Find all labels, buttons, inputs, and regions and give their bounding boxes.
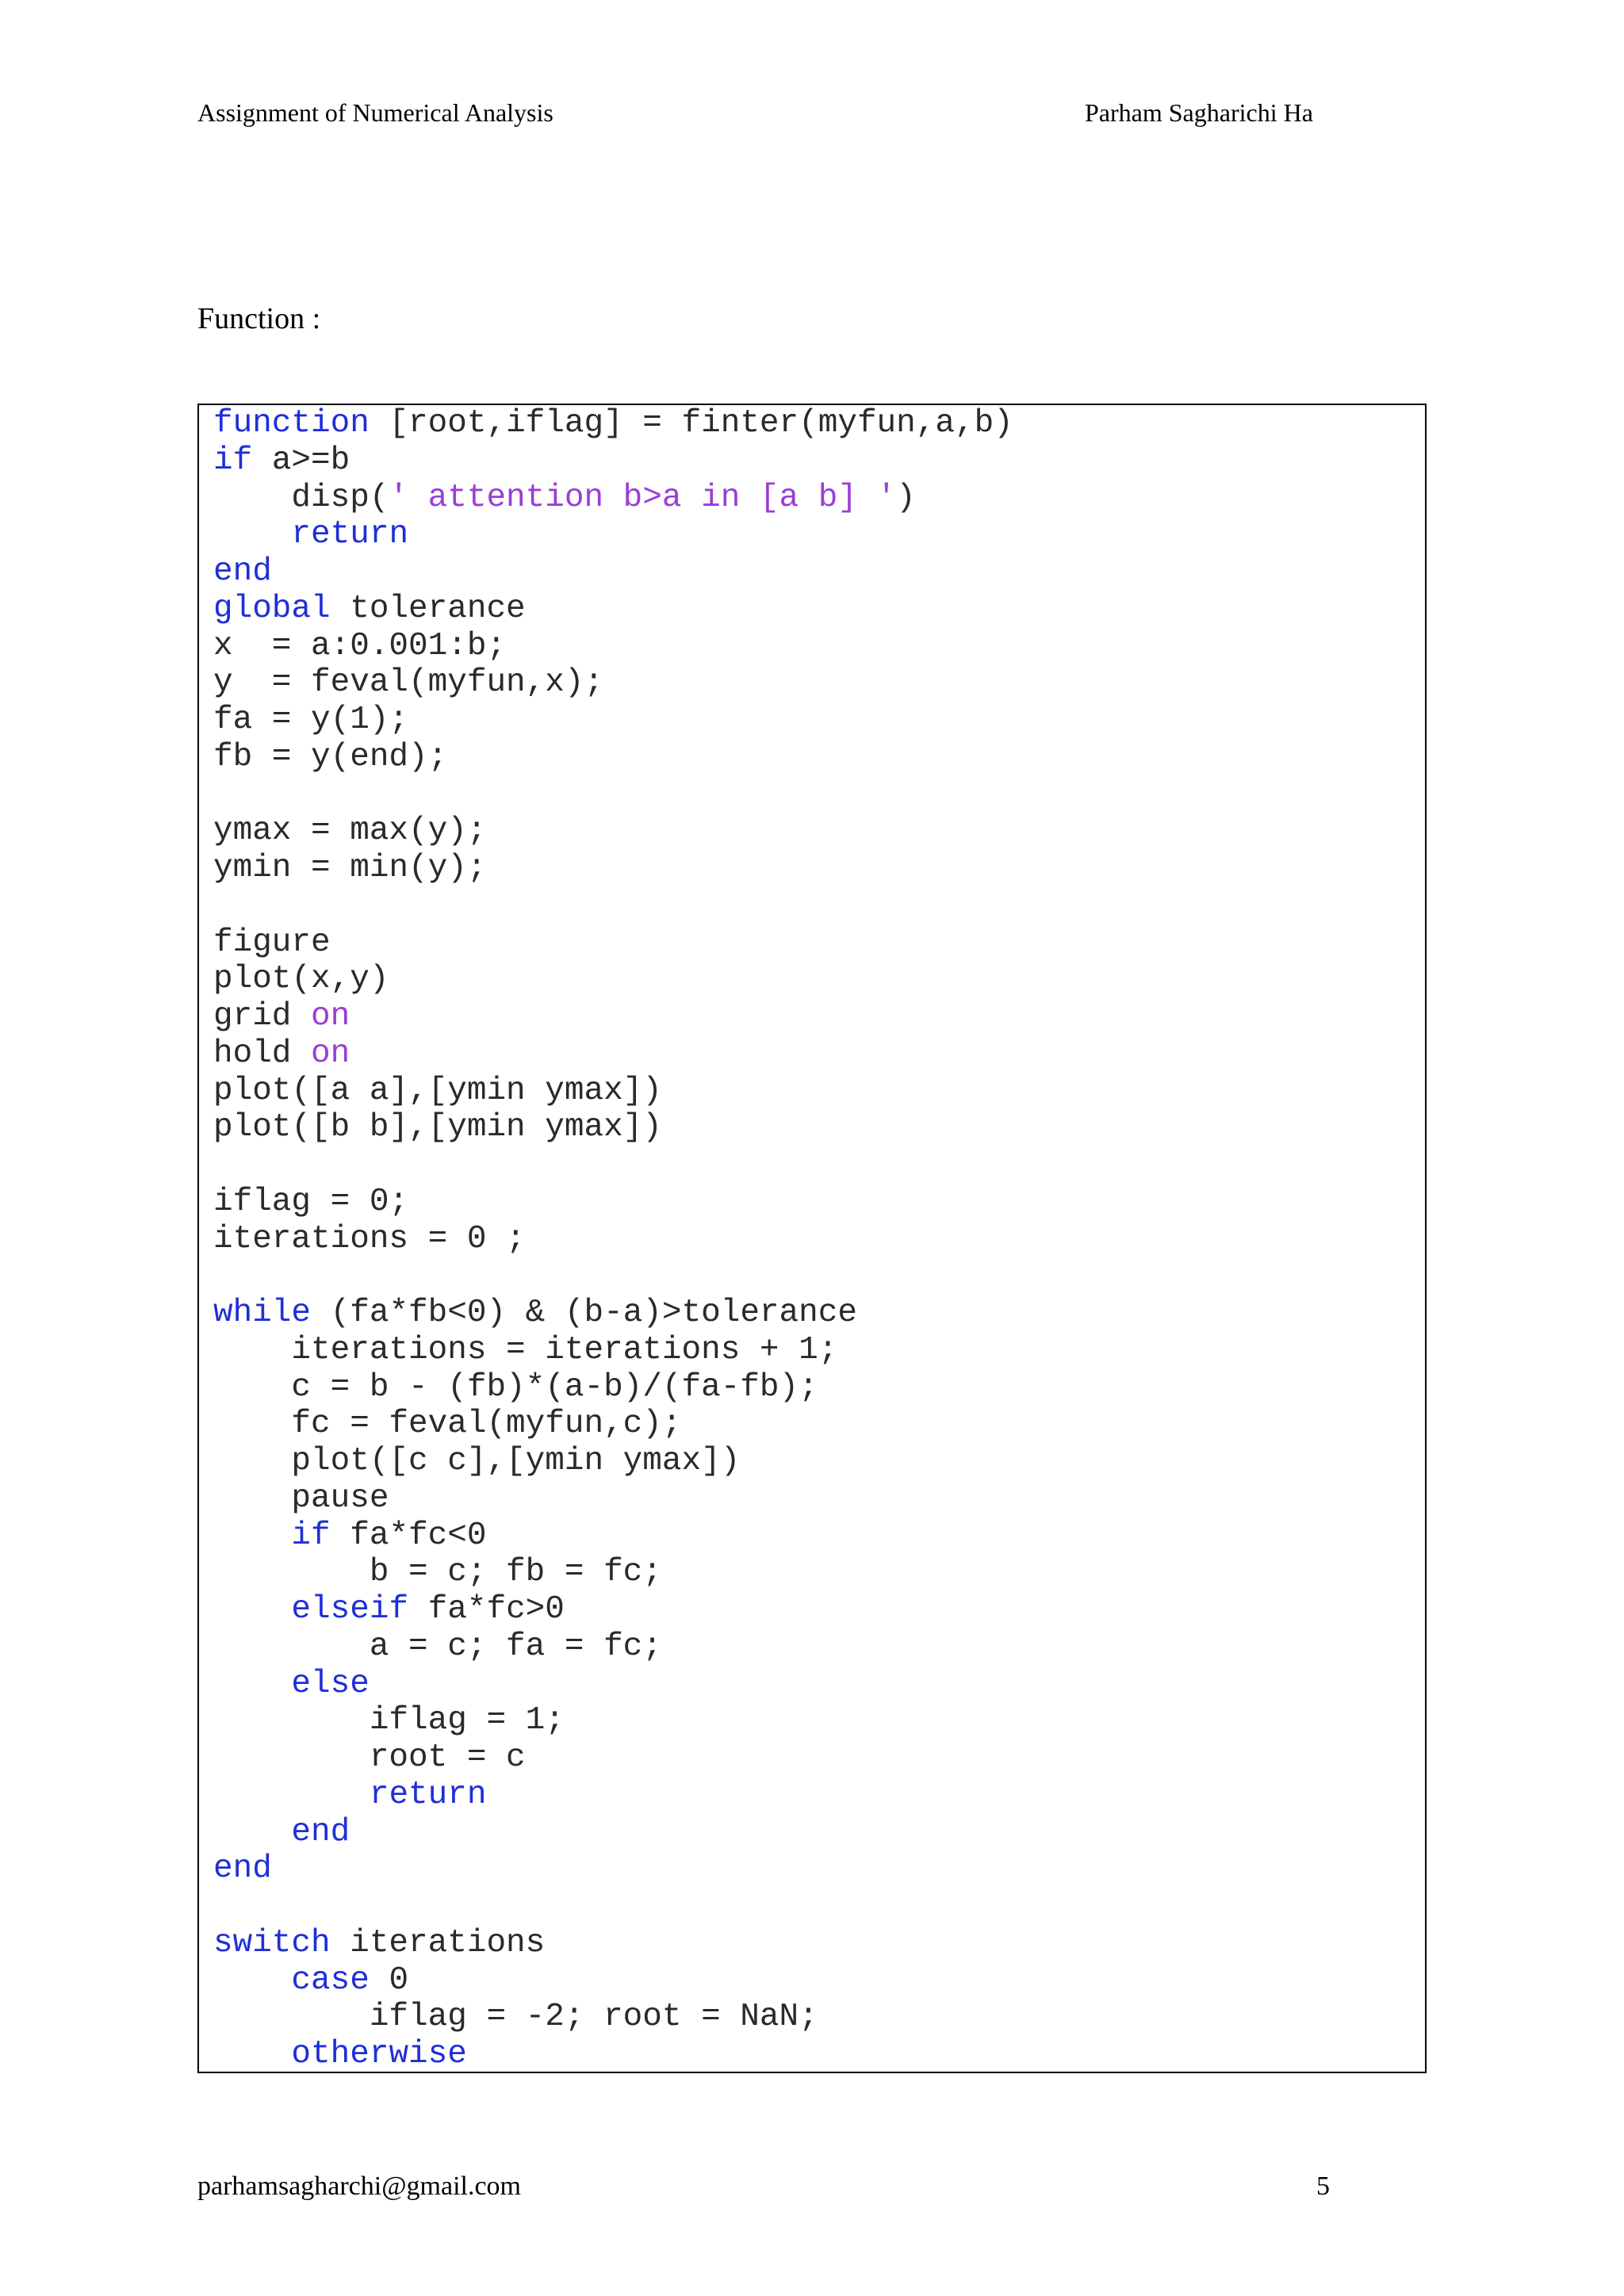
code-listing: [213, 405, 1425, 2073]
code-line: [213, 1221, 1425, 1258]
code-line: [213, 1073, 1425, 1110]
code-text: fa*fc>0: [408, 1591, 565, 1628]
code-text: grid: [213, 998, 312, 1035]
code-text: iterations = 0 ;: [213, 1220, 526, 1257]
code-line: [213, 887, 1425, 924]
code-line: [213, 1628, 1425, 1666]
code-text: fc = feval(myfun,c);: [213, 1406, 682, 1443]
code-text: plot([b b],[ymin ymax]): [213, 1109, 662, 1146]
code-line: [213, 1591, 1425, 1628]
code-string: on: [311, 998, 350, 1035]
code-line: [213, 591, 1425, 628]
code-keyword: case: [291, 1961, 370, 1999]
code-text: 0: [369, 1961, 409, 1999]
code-text: a = c; fa = fc;: [213, 1628, 662, 1665]
code-line: [213, 776, 1425, 813]
code-string: on: [311, 1035, 350, 1072]
code-line: [213, 1517, 1425, 1555]
code-line: [213, 1554, 1425, 1591]
code-text: [213, 1777, 370, 1813]
code-text: pause: [213, 1479, 389, 1517]
code-text: root = c: [213, 1739, 526, 1776]
code-text: [213, 1962, 291, 1999]
code-line: [213, 1184, 1425, 1221]
code-line: [213, 961, 1425, 998]
code-line: [213, 1962, 1425, 1999]
code-line: [213, 998, 1425, 1035]
code-line: [213, 2036, 1425, 2073]
code-line: [213, 1369, 1425, 1406]
code-text: fb = y(end);: [213, 738, 448, 775]
code-line: [213, 1035, 1425, 1073]
code-line: [213, 1480, 1425, 1517]
code-text: iterations: [330, 1924, 546, 1961]
code-line: [213, 405, 1425, 442]
code-line: [213, 924, 1425, 962]
code-keyword: if: [291, 1517, 331, 1554]
footer-email: parhamsagharchi@gmail.com: [197, 2172, 521, 2201]
code-text: ): [896, 479, 916, 516]
code-text: c = b - (fb)*(a-b)/(fa-fb);: [213, 1368, 818, 1406]
code-line: [213, 1850, 1425, 1888]
code-text: [213, 1517, 291, 1554]
code-text: [213, 1591, 291, 1628]
code-text: iflag = 1;: [213, 1702, 565, 1739]
code-text: iflag = -2; root = NaN;: [213, 1999, 818, 2036]
code-text: [root,iflag] = finter(myfun,a,b): [369, 405, 1013, 442]
code-text: [213, 1666, 291, 1702]
code-line: [213, 553, 1425, 591]
code-text: disp(: [213, 479, 389, 516]
header-title: Assignment of Numerical Analysis: [197, 98, 553, 127]
code-keyword: function: [213, 405, 370, 442]
code-text: plot([c c],[ymin ymax]): [213, 1443, 741, 1479]
code-string: ' attention b>a in [a b] ': [389, 479, 897, 516]
code-line: [213, 480, 1425, 517]
code-text: [213, 1814, 291, 1850]
code-line: [213, 739, 1425, 776]
code-text: x = a:0.001:b;: [213, 627, 507, 664]
section-heading: Function :: [197, 302, 321, 335]
code-keyword: otherwise: [291, 2036, 467, 2072]
code-line: [213, 813, 1425, 850]
code-text: figure: [213, 924, 331, 961]
code-line: [213, 1666, 1425, 1703]
code-text: hold: [213, 1035, 312, 1072]
code-keyword: end: [213, 553, 272, 590]
code-keyword: return: [291, 516, 409, 553]
code-text: tolerance: [330, 590, 526, 627]
code-line: [213, 1739, 1425, 1777]
code-line: [213, 1146, 1425, 1184]
code-text: [213, 516, 291, 553]
code-keyword: if: [213, 442, 253, 479]
code-text: ymin = min(y);: [213, 850, 487, 886]
code-text: [213, 2036, 291, 2072]
code-text: fa = y(1);: [213, 702, 409, 738]
code-keyword: return: [369, 1776, 487, 1813]
code-text: b = c; fb = fc;: [213, 1554, 662, 1591]
code-line: [213, 1257, 1425, 1295]
code-line: [213, 664, 1425, 702]
code-line: [213, 1702, 1425, 1739]
code-text: plot(x,y): [213, 961, 389, 998]
code-line: [213, 702, 1425, 739]
code-line: [213, 1999, 1425, 2036]
code-keyword: global: [213, 590, 331, 627]
code-line: [213, 1109, 1425, 1146]
code-text: iflag = 0;: [213, 1183, 409, 1220]
code-text: y = feval(myfun,x);: [213, 664, 604, 702]
code-text: fa*fc<0: [330, 1517, 487, 1554]
code-line: [213, 628, 1425, 665]
code-line: [213, 1925, 1425, 1962]
code-text: a>=b: [252, 442, 350, 479]
code-line: [213, 442, 1425, 480]
code-line: [213, 850, 1425, 887]
header-author: Parham Sagharichi Ha: [1085, 98, 1313, 127]
page-number: 5: [1316, 2172, 1330, 2201]
code-keyword: while: [213, 1295, 312, 1331]
code-keyword: end: [213, 1850, 272, 1888]
code-line: [213, 1777, 1425, 1814]
code-listing-box: [197, 404, 1427, 2073]
code-line: [213, 1443, 1425, 1480]
code-keyword: elseif: [291, 1591, 409, 1628]
code-line: [213, 1295, 1425, 1332]
code-line: [213, 1888, 1425, 1925]
code-keyword: else: [291, 1665, 370, 1702]
code-text: ymax = max(y);: [213, 813, 487, 850]
code-keyword: switch: [213, 1924, 331, 1961]
code-keyword: end: [291, 1813, 350, 1850]
code-line: [213, 1814, 1425, 1851]
code-text: (fa*fb<0) & (b-a)>tolerance: [311, 1295, 857, 1331]
code-text: iterations = iterations + 1;: [213, 1331, 838, 1368]
code-text: plot([a a],[ymin ymax]): [213, 1072, 662, 1109]
code-line: [213, 1406, 1425, 1443]
code-line: [213, 1332, 1425, 1369]
code-line: [213, 516, 1425, 553]
